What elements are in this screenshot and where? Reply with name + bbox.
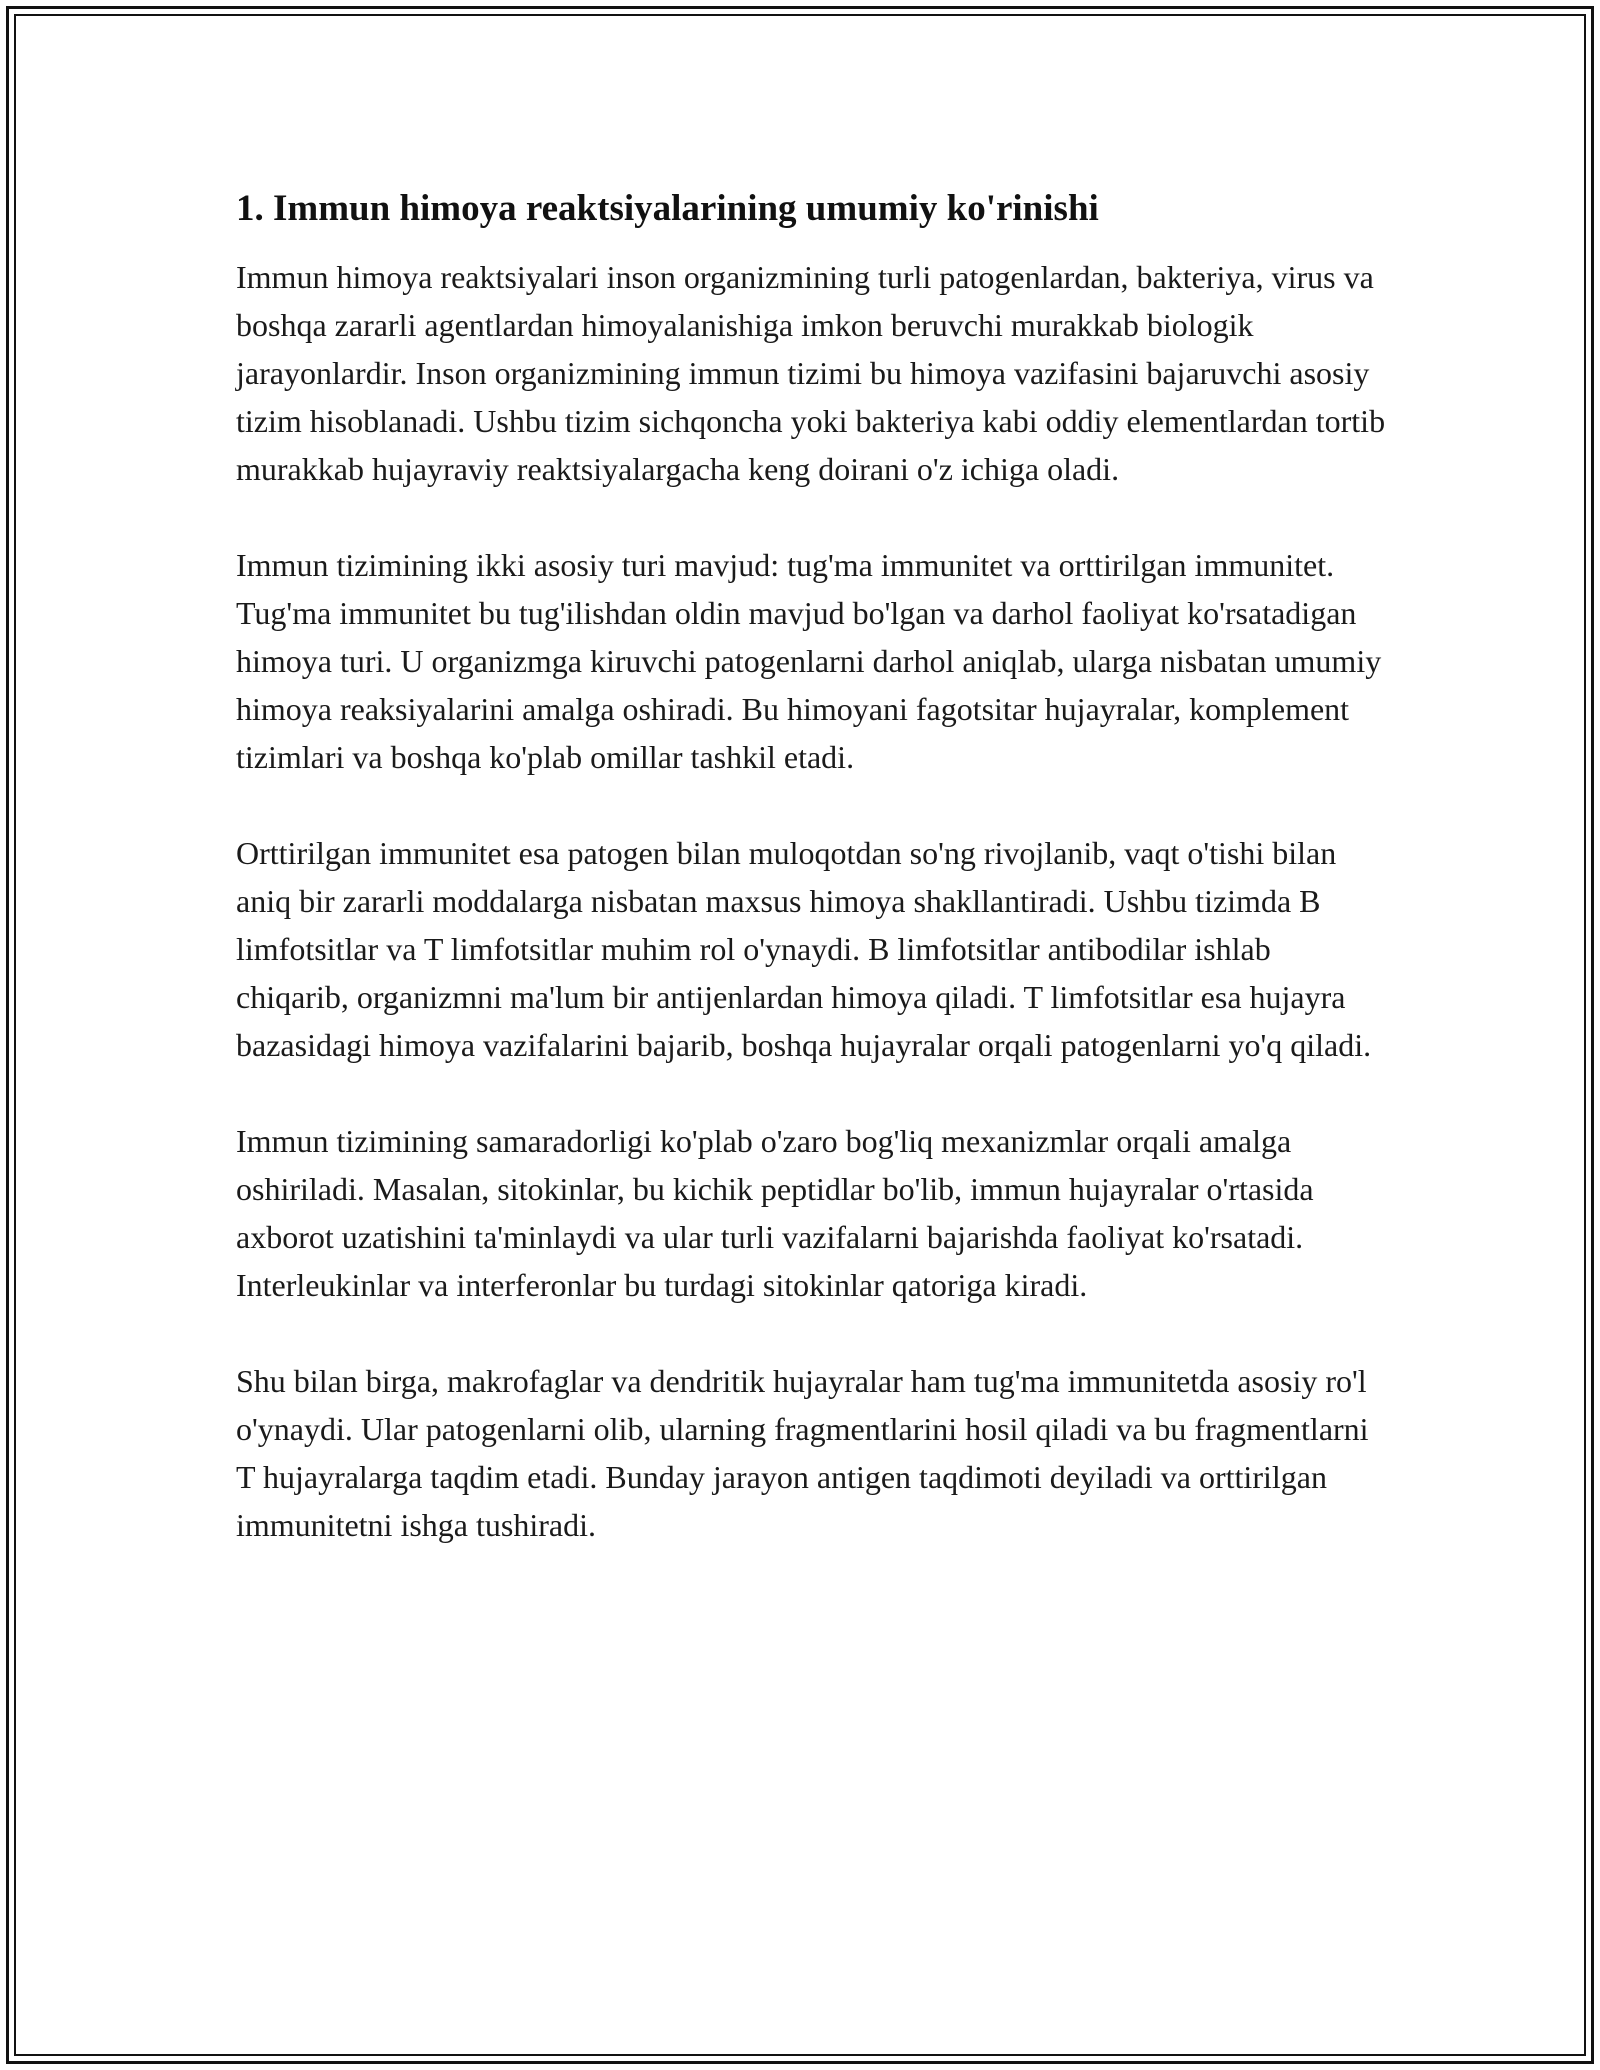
paragraph-3: Orttirilgan immunitet esa patogen bilan muloqotdan so'ng rivojlanib, vaqt o'tishi bilan aniq bir zararli moddalarga nisbatan maxsus himoya shakllantiradi. Ushbu tizimda B limfotsitlar va T limfotsitlar muhim rol o'ynaydi. B limfotsitlar antibodilar ishlab chiqarib, organizmni ma'lum bir antijenlardan himoya qiladi. T limfotsitlar esa hujayra bazasidagi himoya vazifalarini bajarib, boshqa hujayralar orqali patogenlarni yo'q qiladi. [236,835,1372,1063]
section-title: 1. Immun himoya reaktsiyalarining umumiy ko'rinishi [236,188,1099,229]
paragraph-5: Shu bilan birga, makrofaglar va dendritik hujayralar ham tug'ma immunitetda asosiy ro'l o'ynaydi. Ular patogenlarni olib, ularning fragmentlarini hosil qiladi va bu fragmentlarni T hujayralarga taqdim etadi. Bunday jarayon antigen taqdimoti deyiladi va orttirilgan immunitetni ishga tushiradi. [236,1363,1369,1543]
paragraph-4: Immun tizimining samaradorligi ko'plab o'zaro bog'liq mexanizmlar orqali amalga oshiriladi. Masalan, sitokinlar, bu kichik peptidlar bo'lib, immun hujayralar o'rtasida axborot uzatishini ta'minlaydi va ular turli vazifalarni bajarishda faoliyat ko'rsatadi. Interleukinlar va interferonlar bu turdagi sitokinlar qatoriga kiradi. [236,1123,1314,1303]
paragraph-2: Immun tizimining ikki asosiy turi mavjud: tug'ma immunitet va orttirilgan immunitet. Tug'ma immunitet bu tug'ilishdan oldin mavjud bo'lgan va darhol faoliyat ko'rsatadigan himoya turi. U organizmga kiruvchi patogenlarni darhol aniqlab, ularga nisbatan umumiy himoya reaksiyalarini amalga oshiradi. Bu himoyani fagotsitar hujayralar, komplement tizimlari va boshqa ko'plab omillar tashkil etadi. [236,547,1382,775]
document-body [236,185,1386,1597]
paragraph-1: Immun himoya reaktsiyalari inson organizmining turli patogenlardan, bakteriya, virus va boshqa zararli agentlardan himoyalanishiga imkon beruvchi murakkab biologik jarayonlardir. Inson organizmining immun tizimi bu himoya vazifasini bajaruvchi asosiy tizim hisoblanadi. Ushbu tizim sichqoncha yoki bakteriya kabi oddiy elementlardan tortib murakkab hujayraviy reaktsiyalargacha keng doirani o'z ichiga oladi. [236,259,1386,487]
